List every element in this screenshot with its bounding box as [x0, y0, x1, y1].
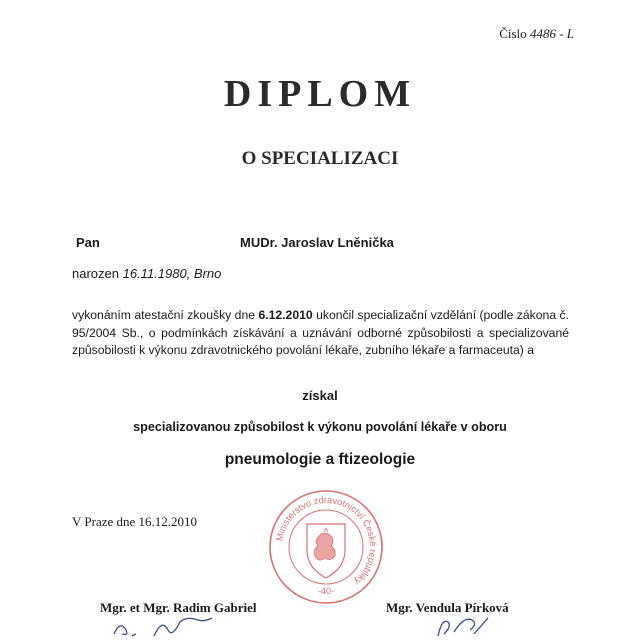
document-number-value: 4486 - L	[529, 26, 574, 41]
exam-suffix: ukončil specializační vzdělání (podle zákona č. 95/2004 Sb., o podmínkách získávání a uznávání odborné způsobilosti a specializované způsobilosti k výkonu zdravotnického povolání lékaře, zubního lékaře a farmaceuta) a	[72, 308, 569, 357]
recipient-name: MUDr. Jaroslav Lněnička	[240, 235, 394, 250]
exam-date: 6.12.2010	[258, 308, 313, 322]
official-stamp	[267, 488, 385, 606]
acquired-label: získal	[302, 388, 338, 403]
signatory-left: Mgr. et Mgr. Radim Gabriel	[100, 600, 257, 615]
body-paragraph	[72, 307, 569, 360]
specialization-field: pneumologie a ftizeologie	[224, 451, 416, 468]
signature-right	[430, 612, 500, 640]
coat-of-arms-icon	[307, 524, 345, 578]
document-number-label: Číslo	[499, 26, 527, 41]
stamp-text-path: Ministerstvo zdravotnictví České republiky	[274, 494, 379, 588]
salutation: Pan	[76, 235, 100, 250]
birth-label: narozen	[72, 266, 119, 281]
signatory-right: Mgr. Vendula Pírková	[386, 600, 509, 615]
signature-left	[110, 614, 220, 640]
birth-info	[72, 266, 221, 281]
specialization-statement: specializovanou způsobilost k výkonu povolání lékaře v oboru	[133, 420, 507, 434]
document-subtitle: O SPECIALIZACI	[241, 148, 399, 169]
document-number	[499, 26, 574, 42]
exam-prefix: vykonáním atestační zkoušky dne	[72, 308, 256, 322]
stamp-number: -40-	[317, 586, 335, 596]
birth-date-place: 16.11.1980, Brno	[122, 266, 222, 281]
place-and-date: V Praze dne 16.12.2010	[72, 514, 198, 529]
document-title: DIPLOM	[223, 73, 417, 115]
